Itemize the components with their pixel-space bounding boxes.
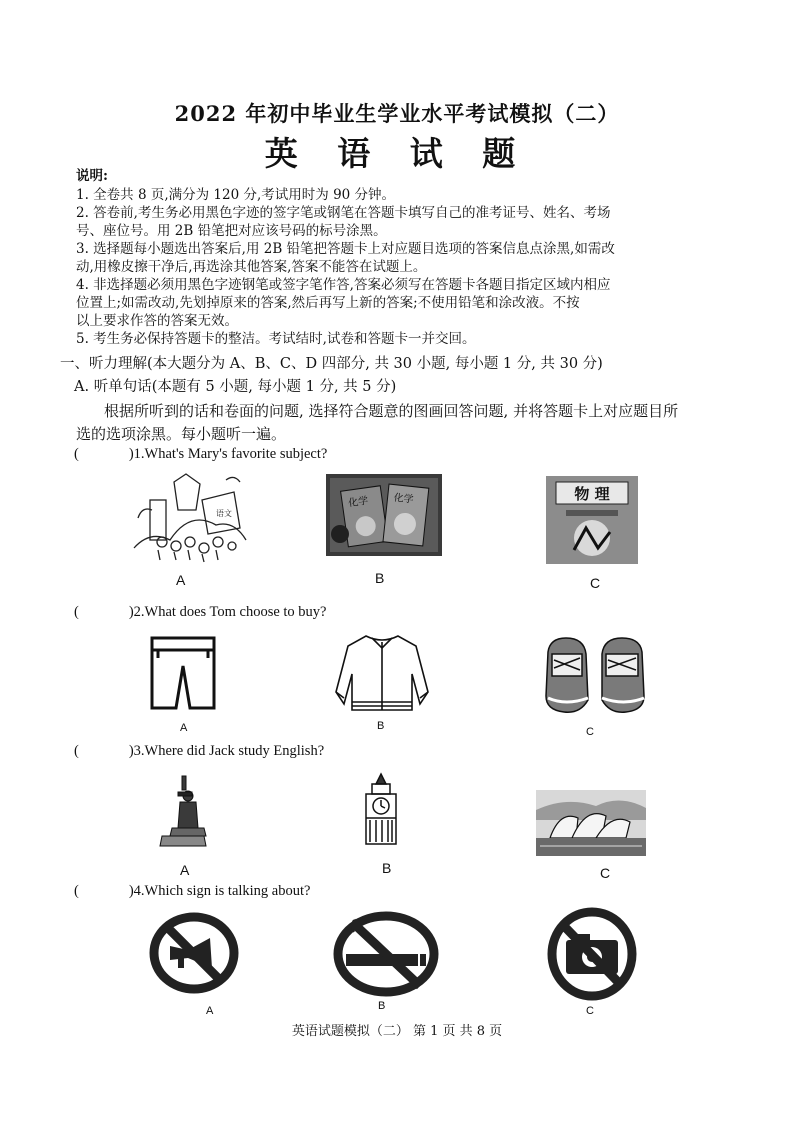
instruction-line-7: 位置上;如需改动,先划掉原来的答案,然后再写上新的答案;不使用铅笔和涂改液。不按 <box>76 295 580 311</box>
sydney-opera-house-image[interactable] <box>536 790 646 856</box>
instruction-line-9: 5. 考生务必保持答题卡的整洁。考试结时,试卷和答题卡一并交回。 <box>76 331 476 347</box>
q2-option-c[interactable]: C <box>586 726 594 738</box>
answer-bracket-open[interactable]: ( <box>74 604 79 620</box>
answer-bracket-open[interactable]: ( <box>74 743 79 759</box>
directions-line-1: 根据所听到的话和卷面的问题, 选择符合题意的图画回答问题, 并将答题卡上对应题目所 <box>104 402 679 420</box>
q3-option-c[interactable]: C <box>600 865 611 881</box>
q3-option-b[interactable]: B <box>382 860 392 876</box>
part-a-title: A. 听单句话(本题有 5 小题, 每小题 1 分, 共 5 分) <box>74 379 397 395</box>
instruction-line-4: 3. 选择题每小题选出答案后,用 2B 铅笔把答题卡上对应题目选项的答案信息点涂黑,如需改 <box>76 241 615 257</box>
chemistry-books-image[interactable] <box>326 474 442 556</box>
question-1-text: )1.What's Mary's favorite subject? <box>128 446 328 462</box>
physics-book-title: 物 理 <box>574 485 610 503</box>
q2-option-b[interactable]: B <box>377 720 385 732</box>
sneakers-image[interactable] <box>540 632 650 718</box>
statue-of-liberty-image[interactable] <box>152 772 214 848</box>
jacket-image[interactable] <box>332 632 432 714</box>
instruction-line-6: 4. 非选择题必须用黑色字迹钢笔或签字笔作答,答案必须写在答题卡各题目指定区域内相应 <box>76 277 611 293</box>
section-one-title: 一、听力理解(本大题分为 A、B、C、D 四部分, 共 30 小题, 每小题 1 分, 共 30 分) <box>60 356 603 372</box>
question-4-text: )4.Which sign is talking about? <box>128 883 311 899</box>
big-ben-image[interactable] <box>358 772 404 846</box>
directions-line-2: 选的选项涂黑。每小题听一遍。 <box>76 425 287 443</box>
answer-bracket-open[interactable]: ( <box>74 446 79 462</box>
instruction-line-2: 2. 答卷前,考生务必用黑色字迹的签字笔或钢笔在答题卡填写自己的准考证号、姓名、考场 <box>76 205 611 221</box>
no-photos-sign-image[interactable] <box>546 906 638 1002</box>
q4-option-a[interactable]: A <box>206 1005 214 1017</box>
q1-option-c[interactable]: C <box>590 575 601 591</box>
instruction-line-5: 动,用橡皮擦干净后,再选涂其他答案,答案不能答在试题上。 <box>76 259 427 275</box>
instruction-line-1: 1. 全卷共 8 页,满分为 120 分,考试用时为 90 分钟。 <box>76 187 396 203</box>
chemistry-book-left-title: 化学 <box>347 495 369 510</box>
physics-book-image[interactable] <box>546 476 638 564</box>
q4-option-c[interactable]: C <box>586 1005 594 1017</box>
instruction-line-8: 以上要求作答的答案无效。 <box>76 313 238 329</box>
school-children-image[interactable] <box>130 470 250 562</box>
question-3-text: )3.Where did Jack study English? <box>128 743 325 759</box>
q1-option-b[interactable]: B <box>375 570 385 586</box>
no-smoking-sign-image[interactable] <box>332 910 440 998</box>
chinese-book-label: 语文 <box>216 509 232 518</box>
question-2-text: )2.What does Tom choose to buy? <box>128 604 327 620</box>
question-1 <box>74 446 327 463</box>
question-4 <box>74 883 310 900</box>
chemistry-book-right-title: 化学 <box>393 492 415 506</box>
q2-option-a[interactable]: A <box>180 722 188 734</box>
instruction-line-3: 号、座位号。用 2B 铅笔把对应该号码的标号涂黑。 <box>76 223 387 239</box>
instructions-heading: 说明: <box>76 168 108 184</box>
page-footer: 英语试题模拟（二） 第 1 页 共 8 页 <box>291 1024 503 1039</box>
question-2 <box>74 604 327 621</box>
answer-bracket-open[interactable]: ( <box>74 883 79 899</box>
q3-option-a[interactable]: A <box>180 862 190 878</box>
exam-title: 2022 年初中毕业生学业水平考试模拟（二） <box>174 101 620 126</box>
q1-option-a[interactable]: A <box>176 572 186 588</box>
no-horn-sign-image[interactable] <box>148 912 240 994</box>
question-3 <box>74 743 324 760</box>
trousers-image[interactable] <box>150 636 216 710</box>
q4-option-b[interactable]: B <box>378 1000 386 1012</box>
exam-subject-title: 英 语 试 题 <box>264 134 530 173</box>
